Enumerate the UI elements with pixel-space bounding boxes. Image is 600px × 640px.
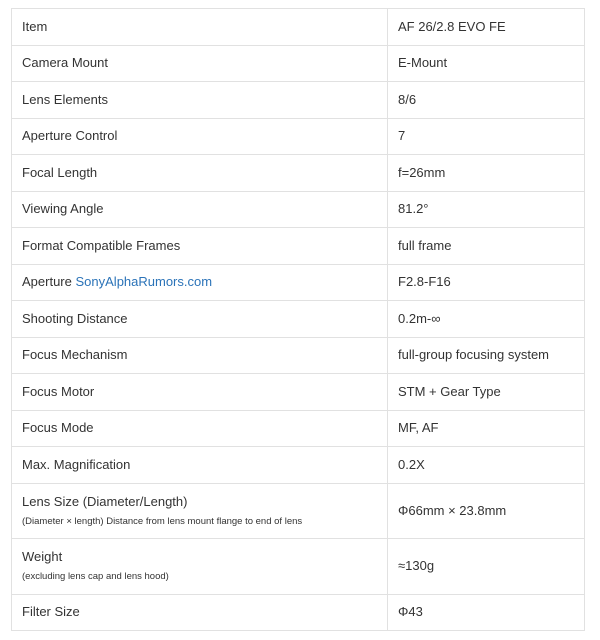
row-label: Lens Elements <box>12 82 388 119</box>
table-row <box>12 228 585 265</box>
row-label: Item <box>12 9 388 46</box>
row-value: 81.2° <box>388 191 585 228</box>
table-row <box>12 483 585 539</box>
row-value: 0.2X <box>388 447 585 484</box>
row-label: Filter Size <box>12 594 388 631</box>
row-label: Aperture Control <box>12 118 388 155</box>
row-label: Shooting Distance <box>12 301 388 338</box>
row-label: Max. Magnification <box>12 447 388 484</box>
spec-table <box>11 8 585 631</box>
row-value: 8/6 <box>388 82 585 119</box>
row-value: full frame <box>388 228 585 265</box>
row-value: 7 <box>388 118 585 155</box>
row-value: AF 26/2.8 EVO FE <box>388 9 585 46</box>
row-value: F2.8-F16 <box>388 264 585 301</box>
row-value: Φ66mm × 23.8mm <box>388 483 585 539</box>
table-row <box>12 45 585 82</box>
table-row <box>12 337 585 374</box>
row-label: Lens Size (Diameter/Length) <box>22 493 188 509</box>
table-row <box>12 539 585 595</box>
row-label-cell <box>12 483 388 539</box>
source-link[interactable]: SonyAlphaRumors.com <box>75 274 213 290</box>
row-label: Camera Mount <box>12 45 388 82</box>
row-note: (Diameter × length) Distance from lens mount flange to end of lens <box>22 515 303 527</box>
table-row <box>12 447 585 484</box>
table-row <box>12 82 585 119</box>
row-note: (excluding lens cap and lens hood) <box>22 571 169 583</box>
row-label: Focal Length <box>12 155 388 192</box>
table-row <box>12 410 585 447</box>
row-label-cell <box>12 264 388 301</box>
row-value: Φ43 <box>388 594 585 631</box>
row-value: 0.2m-∞ <box>388 301 585 338</box>
table-row <box>12 9 585 46</box>
row-label: Focus Motor <box>12 374 388 411</box>
row-label: Weight <box>22 549 63 565</box>
table-row <box>12 118 585 155</box>
row-label: Aperture <box>22 274 72 290</box>
table-row <box>12 374 585 411</box>
row-value: full-group focusing system <box>388 337 585 374</box>
row-value: ≈130g <box>388 539 585 595</box>
row-value: E-Mount <box>388 45 585 82</box>
row-label: Viewing Angle <box>12 191 388 228</box>
table-row <box>12 264 585 301</box>
row-label: Focus Mechanism <box>12 337 388 374</box>
row-value: MF, AF <box>388 410 585 447</box>
table-row <box>12 191 585 228</box>
row-label-cell <box>12 539 388 595</box>
table-row <box>12 301 585 338</box>
row-label: Focus Mode <box>12 410 388 447</box>
row-value: f=26mm <box>388 155 585 192</box>
table-row <box>12 155 585 192</box>
table-row <box>12 594 585 631</box>
row-label: Format Compatible Frames <box>12 228 388 265</box>
row-value: STM + Gear Type <box>388 374 585 411</box>
